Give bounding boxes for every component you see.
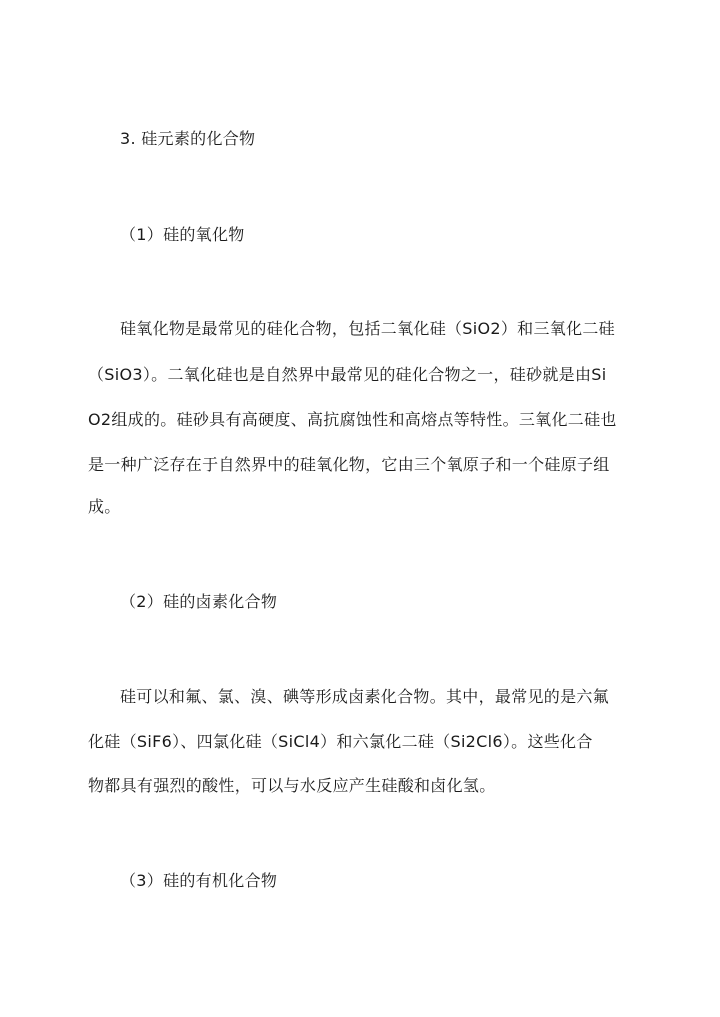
paragraph-2-line-1: 硅可以和氟、氯、溴、碘等形成卤素化合物。其中，最常见的是六氟	[120, 687, 610, 706]
paragraph-1-line-4: 是一种广泛存在于自然界中的硅氧化物，它由三个氧原子和一个硅原子组	[88, 455, 610, 474]
paragraph-1-line-5: 成。	[88, 497, 121, 516]
paragraph-2-line-3: 物都具有强烈的酸性，可以与水反应产生硅酸和卤化氢。	[88, 776, 496, 795]
paragraph-1-line-3: O2组成的。硅砂具有高硬度、高抗腐蚀性和高熔点等特性。三氧化二硅也	[88, 410, 617, 429]
paragraph-1-line-1: 硅氧化物是最常见的硅化合物，包括二氧化硅（SiO2）和三氧化二硅	[120, 319, 615, 338]
subsection-heading-2: （2）硅的卤素化合物	[120, 592, 278, 611]
subsection-heading-3: （3）硅的有机化合物	[120, 871, 278, 890]
paragraph-1-line-2: （SiO3）。二氧化硅也是自然界中最常见的硅化合物之一，硅砂就是由Si	[88, 365, 607, 384]
paragraph-2-line-2: 化硅（SiF6）、四氯化硅（SiCl4）和六氯化二硅（Si2Cl6）。这些化合	[88, 732, 593, 751]
subsection-heading-1: （1）硅的氧化物	[120, 225, 245, 244]
section-title: 3. 硅元素的化合物	[120, 129, 256, 148]
